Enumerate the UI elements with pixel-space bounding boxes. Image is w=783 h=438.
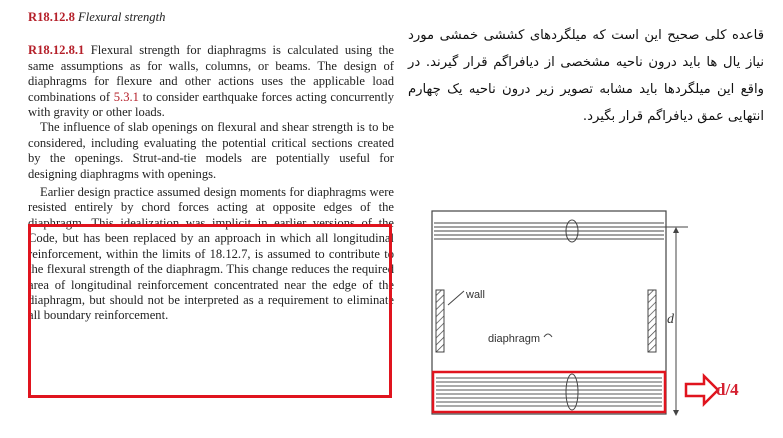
highlight-box bbox=[28, 224, 392, 398]
d4-label: d/4 bbox=[716, 380, 739, 399]
wall-label: wall bbox=[466, 289, 485, 301]
paragraph-number: R18.12.8.1 bbox=[28, 43, 85, 58]
depth-label: d bbox=[667, 312, 674, 327]
section-title: Flexural strength bbox=[78, 10, 166, 24]
paragraph-2: The influence of slab openings on flexural and shear strength is to be considered, including evaluating the potential critical sections created by the openings. Strut-and-tie models are potentially useful for designing diaphragms with openings. bbox=[28, 120, 394, 181]
diaphragm-outline bbox=[432, 211, 666, 414]
diaphragm-leader bbox=[544, 334, 552, 337]
wall-leader bbox=[448, 291, 464, 305]
paragraph-1-text-b: to consider earthquake forces acting concurrently with gravity or other loads. bbox=[28, 89, 394, 120]
paragraph-1 bbox=[28, 43, 394, 120]
right-wall bbox=[648, 290, 656, 352]
d4-arrow bbox=[686, 376, 718, 404]
section-number: R18.12.8 bbox=[28, 10, 75, 24]
top-chord-reinforcement bbox=[434, 223, 664, 239]
load-combination-link[interactable]: 5.3.1 bbox=[113, 89, 139, 104]
paragraph-1-text-a: Flexural strength for diaphragms is calculated using the same assumptions as for walls, columns, or beams. The design of diaphragms for flexure and other actions uses the applicable load combinations of bbox=[28, 43, 394, 104]
splice-bottom bbox=[566, 374, 578, 410]
diaphragm-label: diaphragm bbox=[488, 333, 540, 345]
persian-note: قاعده کلی صحیح این است که میلگردهای کششی خمشی مورد نیاز یال ها باید درون ناحیه مشخصی از دیافراگم قرار گیرند. در واقع این میلگردها باید مشابه تصویر زیر درون ناحیه یک چهارم انتهایی عمق دیافراگم قرار بگیرد. bbox=[408, 28, 764, 124]
paragraph-3: Earlier design practice assumed design moments for diaphragms were resisted entirely by chord forces acting at opposite edges of the diaphragm. This idealization was implicit in earlier versions of the Code, but has been replaced by an approach in which all longitudinal reinforcement, within the limits of 18.12.7, is assumed to contribute to the flexural strength of the diaphragm. This change reduces the required area of longitudinal reinforcement concentrated near the edge of the diaphragm, but should not be interpreted as a requirement to eliminate all boundary reinforcement. bbox=[28, 185, 394, 323]
left-wall bbox=[436, 290, 444, 352]
section-heading bbox=[28, 10, 394, 25]
bottom-chord-reinforcement bbox=[436, 378, 662, 406]
